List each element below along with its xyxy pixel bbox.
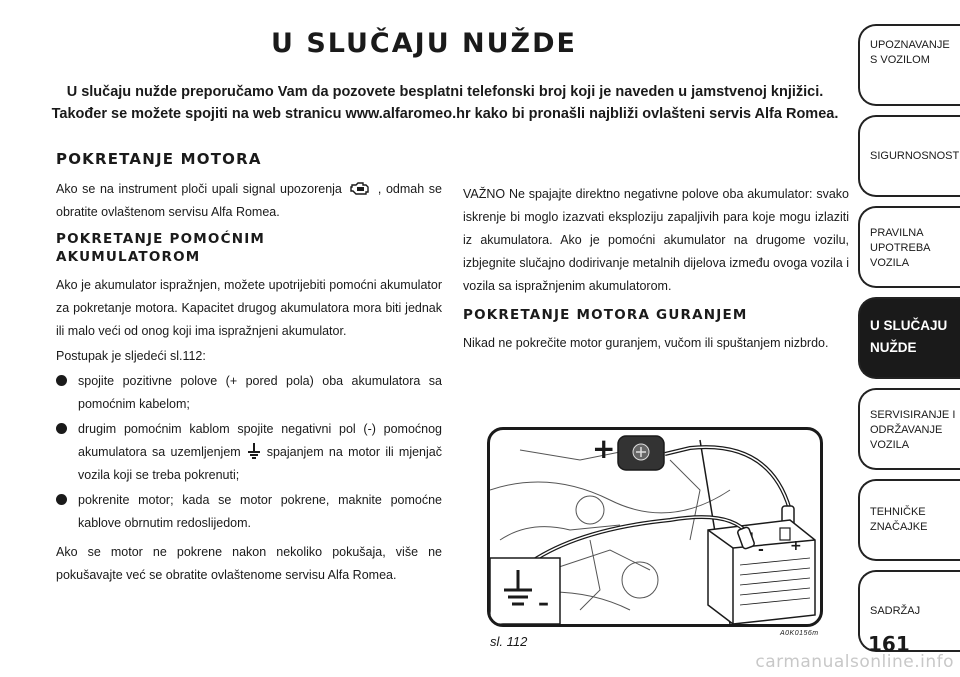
paragraph-warning-text-a: Ako se na instrument ploči upali signal upozorenja: [56, 182, 342, 196]
figure-caption: sl. 112: [490, 634, 528, 649]
svg-text:-: -: [758, 542, 764, 558]
paragraph-discharged-battery: Ako je akumulator ispražnjen, možete upotrijebiti pomoćni akumulator za pokretanje motora. Kapacitet drugog akumulatora mora biti jednak ili malo veći od onog koji ima ispražnjeni akumulator.: [56, 278, 442, 338]
tab-label-line: UPOZNAVANJE: [870, 39, 950, 51]
tab-pravilna-upotreba[interactable]: [858, 206, 960, 288]
tab-servisiranje[interactable]: [858, 388, 960, 470]
figure-code: A0K0156m: [780, 630, 819, 637]
tab-label-line: SADRŽAJ: [870, 605, 921, 617]
tab-label-line: PRAVILNA: [870, 227, 924, 239]
tab-label-line: UPOTREBA: [870, 242, 931, 254]
ground-icon: [247, 443, 261, 459]
plus-sign-label: +: [592, 432, 616, 465]
heading-jump-start-line-1: POKRETANJE POMOĆNIM: [56, 231, 266, 247]
left-column: [56, 148, 442, 593]
paragraph-no-start: Ako se motor ne pokrene nakon nekoliko pokušaja, više ne pokušavajte već se obratite ovlaštenome servisu Alfa Romea.: [56, 545, 442, 582]
page-number: 161: [868, 632, 910, 656]
intro-line-1: U slučaju nužde preporučamo Vam da pozovete besplatni telefonski broj koji je naveden u jamstvenoj knjižici.: [66, 84, 824, 100]
bullet-icon: [56, 423, 67, 434]
bullet-text-a: drugim pomoćnim kablom spojite negativni pol (-) pomoćnog akumulatora sa uzemljenjem: [78, 422, 442, 459]
tab-label-line: TEHNIČKE: [870, 506, 926, 518]
tab-upoznavanje[interactable]: [858, 24, 960, 106]
paragraph-push-start: Nikad ne pokrečite motor guranjem, vučom ili spuštanjem nizbrdo.: [463, 336, 829, 350]
paragraph-warning-signal: [56, 178, 442, 224]
tab-label-line: SIGURNOSNOST: [870, 150, 960, 162]
intro-line-2: Također se možete spojiti na web stranicu www.alfaromeo.hr kako bi pronašli najbliži ovlašteni servis Alfa Romea.: [51, 106, 839, 122]
bullet-icon: [56, 494, 67, 505]
paragraph-procedure: Postupak je sljedeći sl.112:: [56, 349, 206, 363]
tab-label-line: ODRŽAVANJE: [870, 424, 943, 436]
tab-u-slucaju-nuzde[interactable]: [858, 297, 960, 379]
heading-engine-start: POKRETANJE MOTORA: [56, 150, 262, 168]
paragraph-warning-text-b: , odmah se obratite ovlaštenom servisu Alfa Romea.: [56, 182, 442, 219]
bullet-icon: [56, 375, 67, 386]
tab-label-line: NUŽDE: [870, 340, 917, 355]
list-item: [56, 370, 442, 416]
engine-warning-icon: [348, 180, 372, 196]
right-column: [463, 183, 849, 361]
tab-label-line: S VOZILOM: [870, 54, 930, 66]
svg-text:+: +: [790, 538, 802, 554]
tab-label-line: VOZILA: [870, 257, 910, 269]
heading-push-start: POKRETANJE MOTORA GURANJEM: [463, 307, 748, 323]
list-item: [56, 418, 442, 487]
heading-jump-start-line-2: AKUMULATOROM: [56, 249, 201, 265]
minus-sign-label: –: [538, 591, 549, 616]
bullet-text: spojite pozitivne polove (+ pored pola) oba akumulatora sa pomoćnim kabelom;: [78, 374, 442, 411]
watermark: carmanualsonline.info: [755, 652, 954, 672]
page-title: U SLUČAJU NUŽDE: [271, 28, 577, 59]
tab-label-line: ZNAČAJKE: [870, 521, 928, 533]
paragraph-important: VAŽNO Ne spajajte direktno negativne polove oba akumulator: svako iskrenje bi moglo izazvati eksploziju zapaljivih para koje mogu izlaziti iz akumulatora. Ako je pomoćni akumulator na drugome vozilu, izbjegnite slučajno dodirivanje metalnih dijelova između ovoga vozila i vozila sa ispražnjenim akumulatorom.: [463, 187, 849, 293]
tab-label-line: VOZILA: [870, 439, 910, 451]
bullet-text: pokrenite motor; kada se motor pokrene, maknite pomoćne kablove obrnutim redoslijedom.: [78, 493, 442, 530]
jump-start-illustration: [487, 427, 823, 627]
list-item: [56, 489, 442, 535]
tab-sigurnosnost[interactable]: [858, 115, 960, 197]
tab-tehnicke-znacajke[interactable]: [858, 479, 960, 561]
tab-label-line: U SLUČAJU: [870, 318, 948, 333]
heading-jump-start: [56, 230, 442, 266]
tab-label-line: SERVISIRANJE I: [870, 409, 956, 421]
bullet-text-b: spajanjem na motor ili mjenjač vozila koji se treba pokrenuti;: [78, 445, 442, 482]
